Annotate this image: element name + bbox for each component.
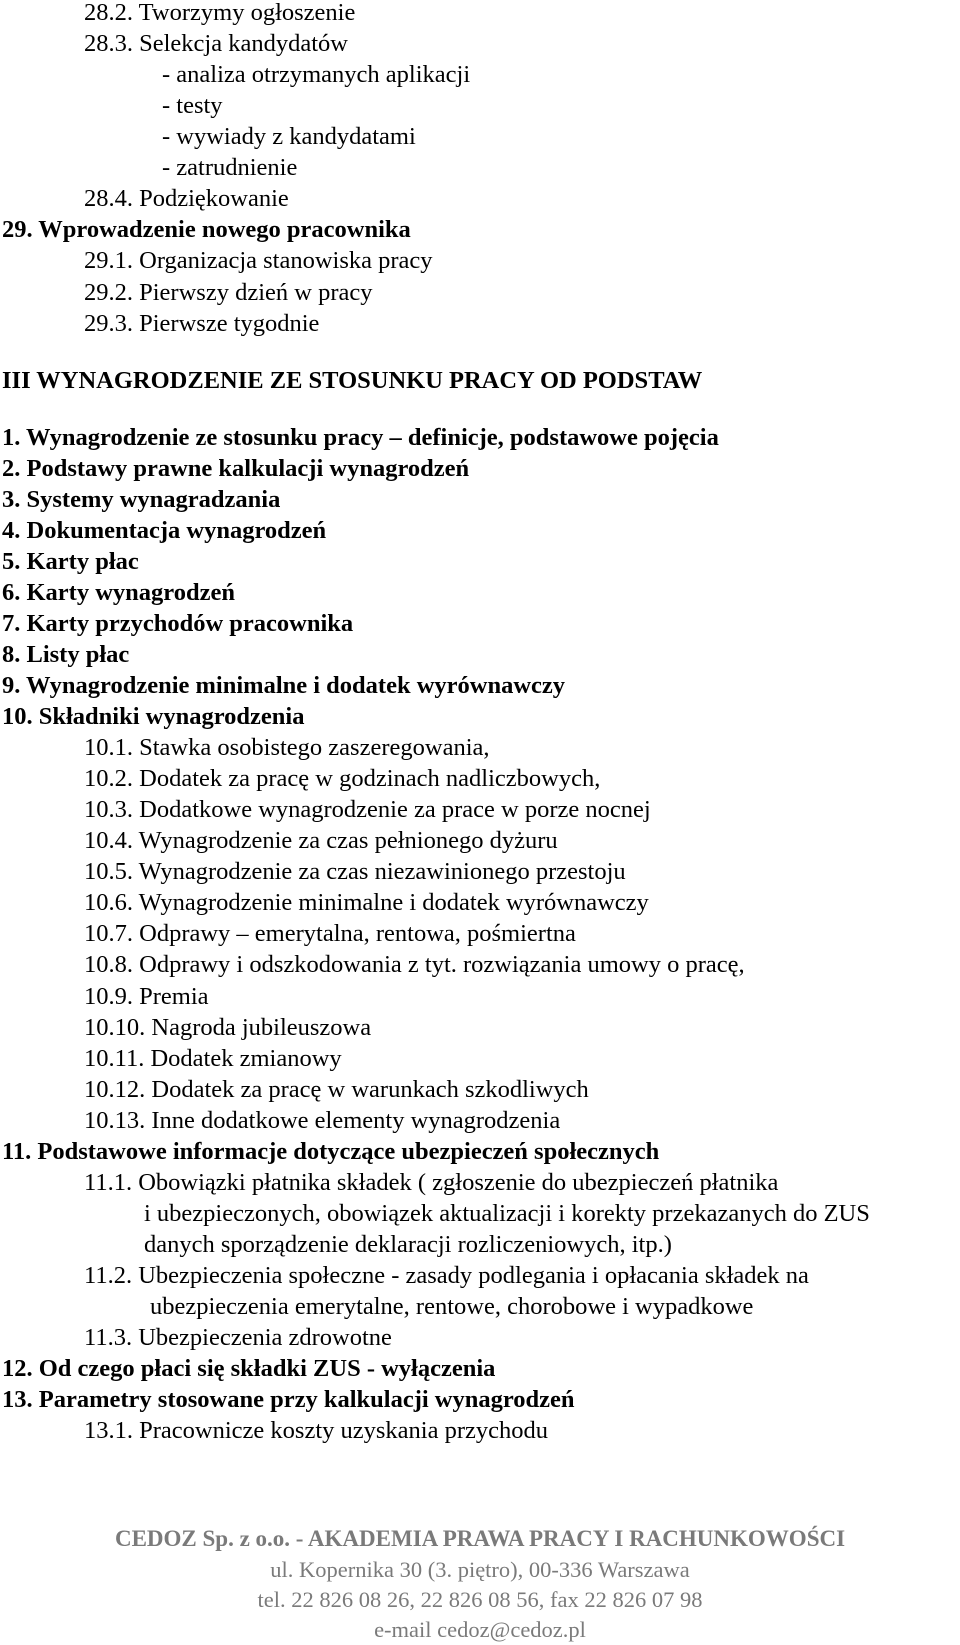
toc-line: 9. Wynagrodzenie minimalne i dodatek wyrównawczy [2, 672, 566, 699]
toc-line: 11.2. Ubezpieczenia społeczne - zasady podlegania i opłacania składek na [84, 1261, 809, 1289]
toc-line: 12. Od czego płaci się składki ZUS - wyłączenia [2, 1355, 496, 1383]
toc-line: 10.1. Stawka osobistego zaszeregowania, [84, 734, 490, 762]
toc-line: 2. Podstawy prawne kalkulacji wynagrodzeń [2, 454, 470, 482]
footer-email: e-mail cedoz@cedoz.pl [374, 1617, 586, 1642]
toc-line: 10. Składniki wynagrodzenia [2, 703, 305, 730]
footer-address: ul. Kopernika 30 (3. piętro), 00-336 Warszawa [270, 1557, 690, 1582]
toc-line: - analiza otrzymanych aplikacji [162, 61, 471, 89]
toc-line: i ubezpieczonych, obowiązek aktualizacji i korekty przekazanych do ZUS [144, 1199, 870, 1227]
toc-line: 28.3. Selekcja kandydatów [84, 30, 348, 58]
toc-line: 29. Wprowadzenie nowego pracownika [2, 216, 411, 244]
toc-line: 10.6. Wynagrodzenie minimalne i dodatek wyrównawczy [84, 889, 649, 917]
toc-line: 29.2. Pierwszy dzień w pracy [84, 278, 373, 306]
toc-line: 10.11. Dodatek zmianowy [84, 1044, 342, 1072]
toc-line: 4. Dokumentacja wynagrodzeń [2, 516, 327, 544]
toc-line: - zatrudnienie [162, 154, 298, 182]
toc-line: 8. Listy płac [2, 640, 130, 668]
toc-line: 13.1. Pracownicze koszty uzyskania przychodu [84, 1417, 548, 1445]
toc-line: 6. Karty wynagrodzeń [2, 578, 235, 606]
toc-line: 3. Systemy wynagradzania [2, 485, 281, 513]
toc-line: - testy [162, 92, 223, 120]
toc-line: 28.4. Podziękowanie [84, 185, 289, 213]
toc-line: 10.2. Dodatek za pracę w godzinach nadliczbowych, [84, 765, 601, 793]
toc-line: - wywiady z kandydatami [162, 123, 416, 151]
toc-line: 5. Karty płac [2, 547, 139, 575]
toc-line: 10.12. Dodatek za pracę w warunkach szkodliwych [84, 1075, 589, 1103]
toc-line: 7. Karty przychodów pracownika [2, 609, 354, 637]
toc-line: 28.2. Tworzymy ogłoszenie [84, 0, 356, 26]
footer-company: CEDOZ Sp. z o.o. - AKADEMIA PRAWA PRACY I RACHUNKOWOŚCI [114, 1526, 846, 1551]
toc-line: 10.13. Inne dodatkowe elementy wynagrodzenia [84, 1106, 561, 1134]
toc-line: ubezpieczenia emerytalne, rentowe, chorobowe i wypadkowe [150, 1293, 754, 1320]
toc-line: 10.9. Premia [84, 982, 209, 1010]
toc-line: 29.1. Organizacja stanowiska pracy [84, 247, 433, 275]
toc-line: 11.1. Obowiązki płatnika składek ( zgłoszenie do ubezpieczeń płatnika [84, 1168, 779, 1196]
toc-line: 11. Podstawowe informacje dotyczące ubezpieczeń społecznych [2, 1137, 660, 1165]
toc-line: III WYNAGRODZENIE ZE STOSUNKU PRACY OD PODSTAW [2, 366, 703, 394]
toc-line: 1. Wynagrodzenie ze stosunku pracy – definicje, podstawowe pojęcia [2, 423, 719, 451]
toc-line: 10.5. Wynagrodzenie za czas niezawinionego przestoju [84, 858, 626, 886]
toc-line: 10.7. Odprawy – emerytalna, rentowa, pośmiertna [84, 920, 576, 948]
footer-phone: tel. 22 826 08 26, 22 826 08 56, fax 22 826 07 98 [257, 1587, 703, 1612]
toc-line: 10.8. Odprawy i odszkodowania z tyt. rozwiązania umowy o pracę, [84, 951, 745, 979]
toc-line: 29.3. Pierwsze tygodnie [84, 309, 320, 337]
toc-line: 11.3. Ubezpieczenia zdrowotne [84, 1324, 392, 1351]
toc-line: 10.4. Wynagrodzenie za czas pełnionego dyżuru [84, 827, 558, 855]
toc-line: 10.3. Dodatkowe wynagrodzenie za prace w porze nocnej [84, 796, 651, 824]
toc-line: 10.10. Nagroda jubileuszowa [84, 1013, 372, 1041]
toc-line: danych sporządzenie deklaracji rozliczeniowych, itp.) [144, 1230, 672, 1258]
toc-line: 13. Parametry stosowane przy kalkulacji wynagrodzeń [2, 1386, 575, 1414]
